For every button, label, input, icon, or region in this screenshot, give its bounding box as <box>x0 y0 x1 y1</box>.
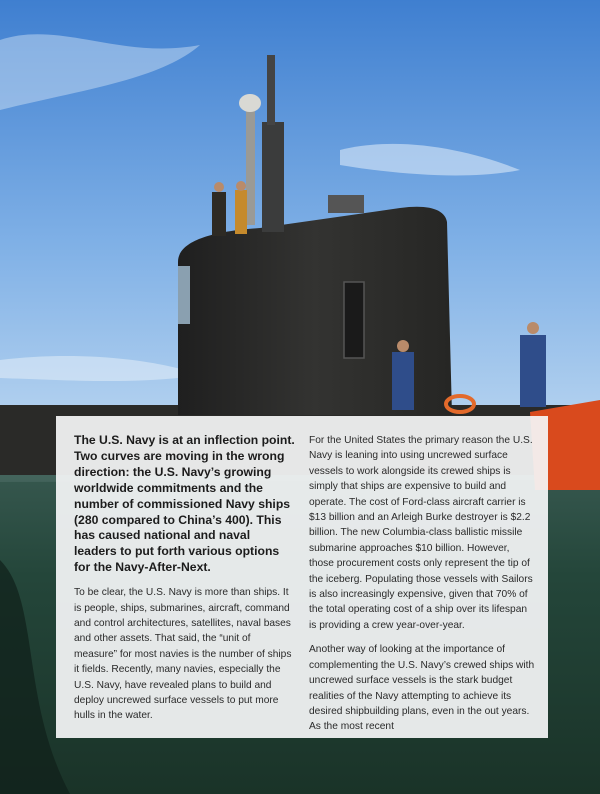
article-panel <box>56 416 548 738</box>
radar-dome <box>239 94 261 112</box>
right-column <box>309 433 535 744</box>
crew-member <box>212 192 226 236</box>
mast-vent <box>328 195 364 213</box>
crew-head <box>214 182 224 192</box>
left-column <box>74 433 296 733</box>
body-paragraph: For the United States the primary reason the U.S. Navy is leaning into using uncrewed surface vessels to work alongside its crewed ships is simply that ships are expensive to build and operate. The cost of Ford-class aircraft carrier is $13 billion and an Arleigh Burke destroyer is $2.2 billion. The new Columbia-class ballistic missile submarine approaches $10 billion. However, those procurement costs only represent the tip of the iceberg. Populating those vessels with Sailors is also increasingly expensive, given that 70% of the total operating cost of a ship over its lifespan is providing a crew year-over-year. <box>309 435 533 631</box>
sail-window <box>178 266 190 324</box>
lead-paragraph: The U.S. Navy is at an inflection point. Two curves are moving in the wrong direction: the U.S. Navy’s growing worldwide commitments and the number of commissioned Navy ships (280 compared to China’s 400). This has caused national and naval leaders to put forth various options for the Navy-After-Next. <box>74 433 295 575</box>
crew-head <box>527 322 539 334</box>
crew-member <box>235 190 247 234</box>
mast-pole <box>246 105 255 225</box>
body-paragraph: To be clear, the U.S. Navy is more than ships. It is people, ships, submarines, aircraft, command and control architectures, satellites, naval bases and other assets. That said, the “unit of measure” for most navies is the number of ships it fields. Recently, many navies, especially the U.S. Navy, have revealed plans to build and deploy uncrewed surface vessels to put more hulls in the water. <box>74 587 292 722</box>
crew-head <box>397 340 409 352</box>
sail-hatch <box>344 282 364 358</box>
mast <box>262 122 284 232</box>
body-paragraph: Another way of looking at the importance of complementing the U.S. Navy’s crewed ships with uncrewed surface vessels is the stark budget realities of the Navy attempting to achieve its desired shipbuilding plans, even in the out years. As the most recent <box>309 644 535 733</box>
crew-head <box>236 181 246 191</box>
deck-crew-member <box>392 352 414 410</box>
mast-antenna <box>267 55 275 125</box>
deck-crew-member <box>520 335 546 407</box>
